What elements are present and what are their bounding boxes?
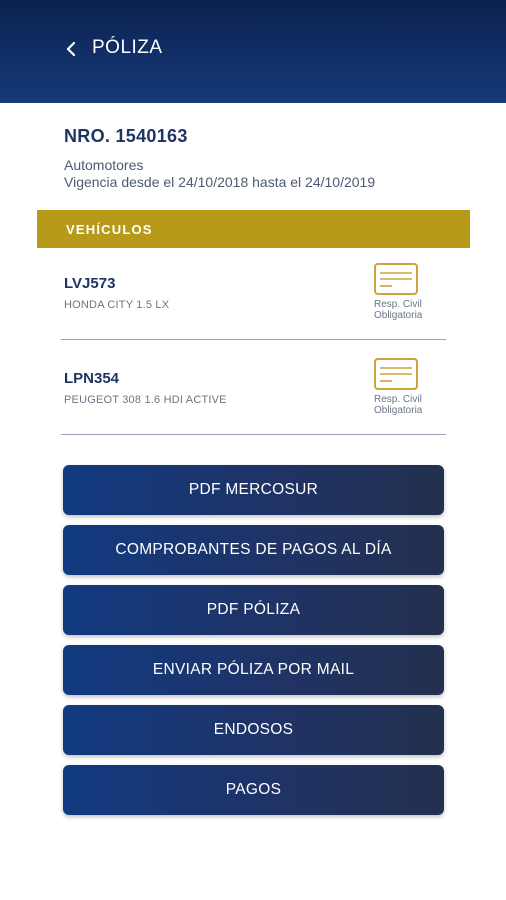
policy-number: NRO. 1540163 <box>64 126 188 146</box>
endorsements-button[interactable]: ENDOSOS <box>63 705 444 755</box>
app-header <box>0 0 506 103</box>
payment-receipts-button[interactable]: COMPROBANTES DE PAGOS AL DÍA <box>63 525 444 575</box>
page-title: PÓLIZA <box>92 37 163 58</box>
pdf-mercosur-button[interactable]: PDF MERCOSUR <box>63 465 444 515</box>
policy-type: Automotores <box>64 157 144 173</box>
vehicle-plate: LVJ573 <box>64 275 116 292</box>
vehicles-section-title: VEHÍCULOS <box>66 221 153 237</box>
card-icon[interactable] <box>374 263 418 295</box>
email-policy-button[interactable]: ENVIAR PÓLIZA POR MAIL <box>63 645 444 695</box>
policy-validity: Vigencia desde el 24/10/2018 hasta el 24/10/2019 <box>64 174 376 190</box>
vehicle-item[interactable] <box>61 343 446 435</box>
policy-summary <box>64 126 464 190</box>
actions-list <box>63 465 444 825</box>
vehicle-model: HONDA CITY 1.5 LX <box>64 299 170 311</box>
vehicles-section-header <box>37 210 470 248</box>
vehicle-model: PEUGEOT 308 1.6 HDI ACTIVE <box>64 394 227 406</box>
payments-button[interactable]: PAGOS <box>63 765 444 815</box>
vehicle-plate: LPN354 <box>64 370 120 387</box>
coverage-label: Resp. Civil Obligatoria <box>374 299 423 321</box>
chevron-left-icon <box>66 42 76 56</box>
card-icon[interactable] <box>374 358 418 390</box>
coverage-label: Resp. Civil Obligatoria <box>374 394 423 416</box>
vehicle-item[interactable] <box>61 248 446 340</box>
back-button[interactable] <box>60 36 82 62</box>
pdf-policy-button[interactable]: PDF PÓLIZA <box>63 585 444 635</box>
